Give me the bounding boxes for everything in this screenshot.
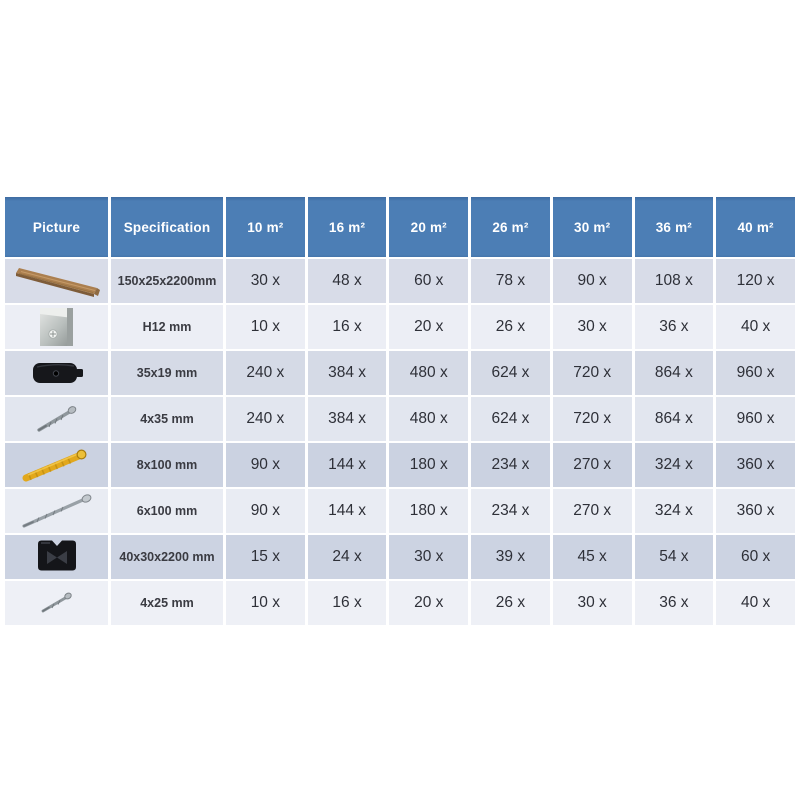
spec-cell: 4x25 mm bbox=[111, 581, 223, 625]
screw-6x100-image bbox=[9, 490, 105, 532]
count-cell: 36 x bbox=[635, 581, 714, 625]
column-header-20m2: 20 m² bbox=[389, 197, 468, 257]
spec-cell: 35x19 mm bbox=[111, 351, 223, 395]
count-cell: 144 x bbox=[308, 443, 387, 487]
count-cell: 324 x bbox=[635, 489, 714, 533]
spec-cell: 4x35 mm bbox=[111, 397, 223, 441]
quantity-spec-table-container bbox=[2, 195, 798, 627]
count-cell: 384 x bbox=[308, 351, 387, 395]
column-header-specification: Specification bbox=[111, 197, 223, 257]
column-header-picture: Picture bbox=[5, 197, 108, 257]
count-cell: 39 x bbox=[471, 535, 550, 579]
expansion-plug-image bbox=[9, 444, 105, 486]
picture-cell bbox=[5, 259, 108, 303]
count-cell: 144 x bbox=[308, 489, 387, 533]
spec-cell: H12 mm bbox=[111, 305, 223, 349]
table-row-support-profile bbox=[5, 535, 795, 579]
picture-cell bbox=[5, 397, 108, 441]
count-cell: 26 x bbox=[471, 581, 550, 625]
table-row-mounting-bracket bbox=[5, 305, 795, 349]
count-cell: 960 x bbox=[716, 397, 795, 441]
picture-cell bbox=[5, 489, 108, 533]
count-cell: 15 x bbox=[226, 535, 305, 579]
count-cell: 36 x bbox=[635, 305, 714, 349]
count-cell: 720 x bbox=[553, 351, 632, 395]
count-cell: 78 x bbox=[471, 259, 550, 303]
spec-cell: 8x100 mm bbox=[111, 443, 223, 487]
count-cell: 10 x bbox=[226, 305, 305, 349]
count-cell: 864 x bbox=[635, 351, 714, 395]
quantity-spec-table bbox=[2, 195, 798, 627]
spec-cell: 6x100 mm bbox=[111, 489, 223, 533]
count-cell: 480 x bbox=[389, 397, 468, 441]
count-cell: 90 x bbox=[226, 443, 305, 487]
screw-4x25-image bbox=[9, 582, 105, 624]
fixing-clip-image bbox=[9, 352, 105, 394]
spec-cell: 40x30x2200 mm bbox=[111, 535, 223, 579]
count-cell: 90 x bbox=[226, 489, 305, 533]
picture-cell bbox=[5, 443, 108, 487]
count-cell: 30 x bbox=[226, 259, 305, 303]
picture-cell bbox=[5, 581, 108, 625]
mounting-bracket-image bbox=[9, 306, 105, 348]
column-header-40m2: 40 m² bbox=[716, 197, 795, 257]
count-cell: 234 x bbox=[471, 443, 550, 487]
table-row-screw-6x100 bbox=[5, 489, 795, 533]
spec-cell: 150x25x2200mm bbox=[111, 259, 223, 303]
count-cell: 480 x bbox=[389, 351, 468, 395]
count-cell: 108 x bbox=[635, 259, 714, 303]
count-cell: 180 x bbox=[389, 489, 468, 533]
picture-cell bbox=[5, 305, 108, 349]
count-cell: 10 x bbox=[226, 581, 305, 625]
screw-4x35-image bbox=[9, 398, 105, 440]
count-cell: 240 x bbox=[226, 351, 305, 395]
count-cell: 960 x bbox=[716, 351, 795, 395]
table-row-screw-4x35 bbox=[5, 397, 795, 441]
picture-cell bbox=[5, 535, 108, 579]
count-cell: 864 x bbox=[635, 397, 714, 441]
column-header-16m2: 16 m² bbox=[308, 197, 387, 257]
count-cell: 40 x bbox=[716, 305, 795, 349]
count-cell: 360 x bbox=[716, 443, 795, 487]
count-cell: 180 x bbox=[389, 443, 468, 487]
count-cell: 26 x bbox=[471, 305, 550, 349]
count-cell: 240 x bbox=[226, 397, 305, 441]
count-cell: 45 x bbox=[553, 535, 632, 579]
count-cell: 60 x bbox=[716, 535, 795, 579]
count-cell: 40 x bbox=[716, 581, 795, 625]
count-cell: 48 x bbox=[308, 259, 387, 303]
count-cell: 30 x bbox=[553, 305, 632, 349]
count-cell: 30 x bbox=[389, 535, 468, 579]
decking-board-image bbox=[9, 261, 105, 301]
count-cell: 16 x bbox=[308, 305, 387, 349]
count-cell: 234 x bbox=[471, 489, 550, 533]
column-header-36m2: 36 m² bbox=[635, 197, 714, 257]
column-header-10m2: 10 m² bbox=[226, 197, 305, 257]
count-cell: 624 x bbox=[471, 351, 550, 395]
table-row-screw-4x25 bbox=[5, 581, 795, 625]
count-cell: 720 x bbox=[553, 397, 632, 441]
count-cell: 360 x bbox=[716, 489, 795, 533]
count-cell: 624 x bbox=[471, 397, 550, 441]
table-row-expansion-plug bbox=[5, 443, 795, 487]
count-cell: 24 x bbox=[308, 535, 387, 579]
count-cell: 324 x bbox=[635, 443, 714, 487]
count-cell: 60 x bbox=[389, 259, 468, 303]
support-profile-image bbox=[9, 536, 105, 578]
column-header-26m2: 26 m² bbox=[471, 197, 550, 257]
count-cell: 20 x bbox=[389, 305, 468, 349]
column-header-30m2: 30 m² bbox=[553, 197, 632, 257]
count-cell: 270 x bbox=[553, 489, 632, 533]
table-row-fixing-clip bbox=[5, 351, 795, 395]
count-cell: 54 x bbox=[635, 535, 714, 579]
count-cell: 20 x bbox=[389, 581, 468, 625]
count-cell: 90 x bbox=[553, 259, 632, 303]
header-row bbox=[5, 197, 795, 257]
count-cell: 270 x bbox=[553, 443, 632, 487]
count-cell: 30 x bbox=[553, 581, 632, 625]
count-cell: 384 x bbox=[308, 397, 387, 441]
count-cell: 120 x bbox=[716, 259, 795, 303]
table-row-decking-board bbox=[5, 259, 795, 303]
picture-cell bbox=[5, 351, 108, 395]
count-cell: 16 x bbox=[308, 581, 387, 625]
